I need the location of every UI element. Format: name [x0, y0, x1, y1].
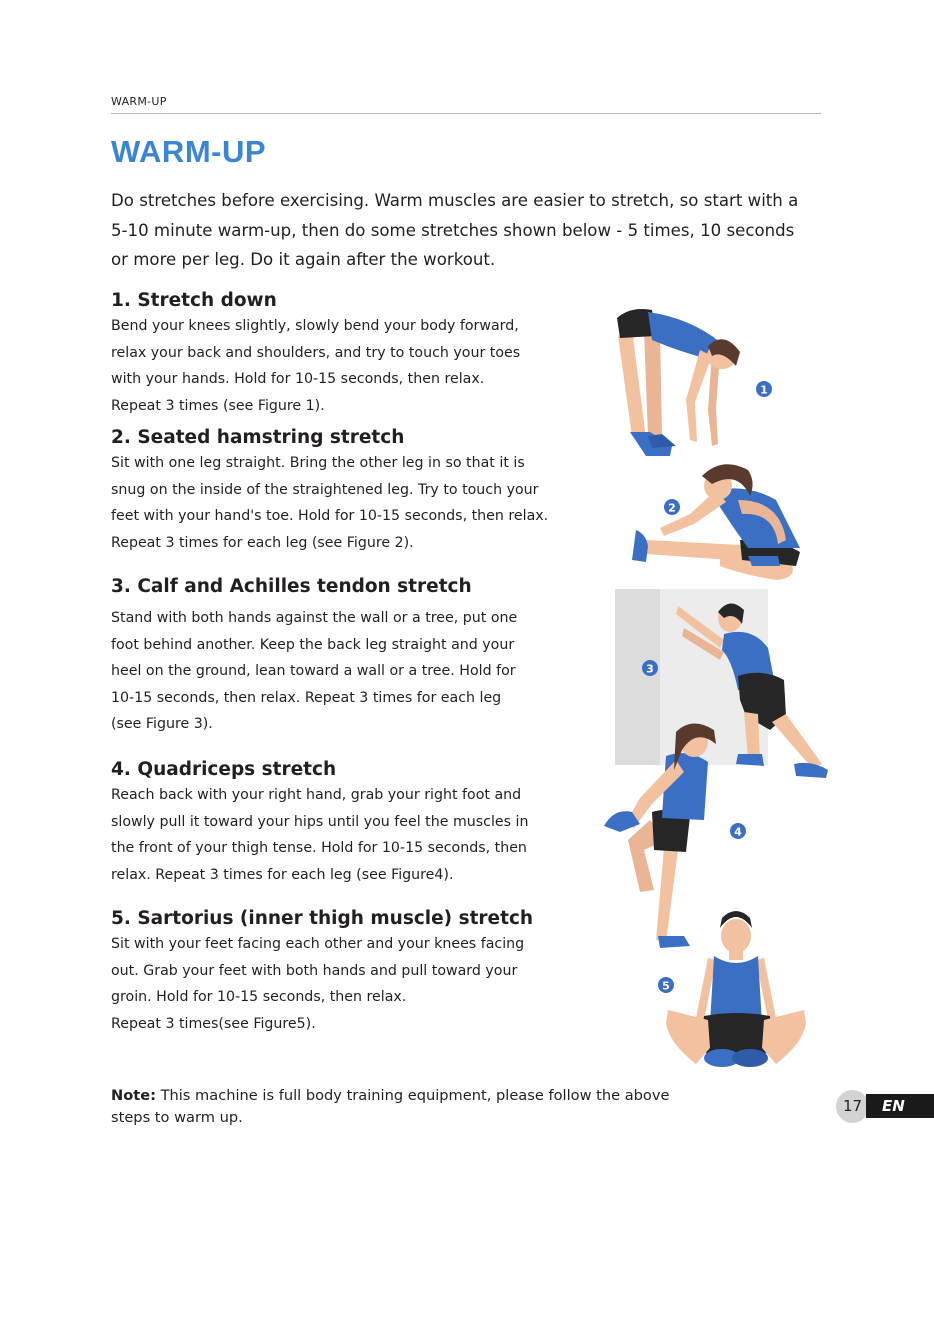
page-number: 17 [836, 1090, 869, 1123]
intro-paragraph: Do stretches before exercising. Warm muscles are easier to stretch, so start with a 5-10 minute warm-up, then do some stretches shown below - 5 times, 10 seconds or more per leg. Do it again after the workout. [111, 191, 799, 269]
figure-badge-4 [730, 823, 746, 839]
figure-5-sartorius [666, 911, 806, 1067]
svg-text:5: 5 [662, 979, 670, 993]
svg-text:2: 2 [668, 501, 676, 515]
page-title: WARM-UP [111, 134, 267, 169]
figure-badge-1 [756, 381, 772, 397]
figure-badge-5 [658, 977, 674, 993]
section-heading: 5. Sartorius (inner thigh muscle) stretch [111, 908, 534, 929]
svg-text:1: 1 [760, 383, 768, 397]
figure-badge-2 [664, 499, 680, 515]
section-heading: 3. Calf and Achilles tendon stretch [111, 576, 472, 597]
section-body: Stand with both hands against the wall or a tree, put one foot behind another. Keep the back leg straight and your heel on the ground, lean toward a wall or a tree. Hold for 10-15 seconds, then relax. Repeat 3 times for each leg (see Figure 3). [111, 610, 518, 732]
section-heading: 4. Quadriceps stretch [111, 759, 337, 780]
svg-text:4: 4 [734, 825, 742, 839]
section-body: Bend your knees slightly, slowly bend your body forward, relax your back and shoulders, and try to touch your toes with your hands. Hold for 10-15 seconds, then relax. Repeat 3 times (see Figure 1). [111, 318, 521, 414]
figure-badge-3 [642, 660, 658, 676]
section-body: Reach back with your right hand, grab your right foot and slowly pull it toward your hips until you feel the muscles in the front of your thigh tense. Hold for 10-15 seconds, then relax. Repeat 3 times for each leg (see Figure4). [111, 787, 529, 883]
section-heading: 1. Stretch down [111, 290, 277, 311]
language-tab: EN [866, 1094, 934, 1118]
note-text: This machine is full body training equipment, please follow the above steps to warm up. [111, 1087, 670, 1126]
section-body: Sit with your feet facing each other and your knees facing out. Grab your feet with both hands and pull toward your groin. Hold for 10-15 seconds, then relax. Repeat 3 times(see Figure5). [111, 936, 525, 1032]
section-body: Sit with one leg straight. Bring the other leg in so that it is snug on the inside of the straightened leg. Try to touch your feet with your hand's toe. Hold for 10-15 seconds, then relax. Repeat 3 times for each leg (see Figure 2). [111, 455, 549, 551]
svg-text:3: 3 [646, 662, 654, 676]
section-heading: 2. Seated hamstring stretch [111, 427, 405, 448]
figure-1-stretch-down [617, 309, 740, 456]
note-label: Note: [111, 1087, 156, 1104]
figure-2-seated-hamstring [632, 464, 800, 580]
figure-3-calf-achilles [615, 589, 828, 778]
running-header: WARM-UP [111, 95, 167, 108]
